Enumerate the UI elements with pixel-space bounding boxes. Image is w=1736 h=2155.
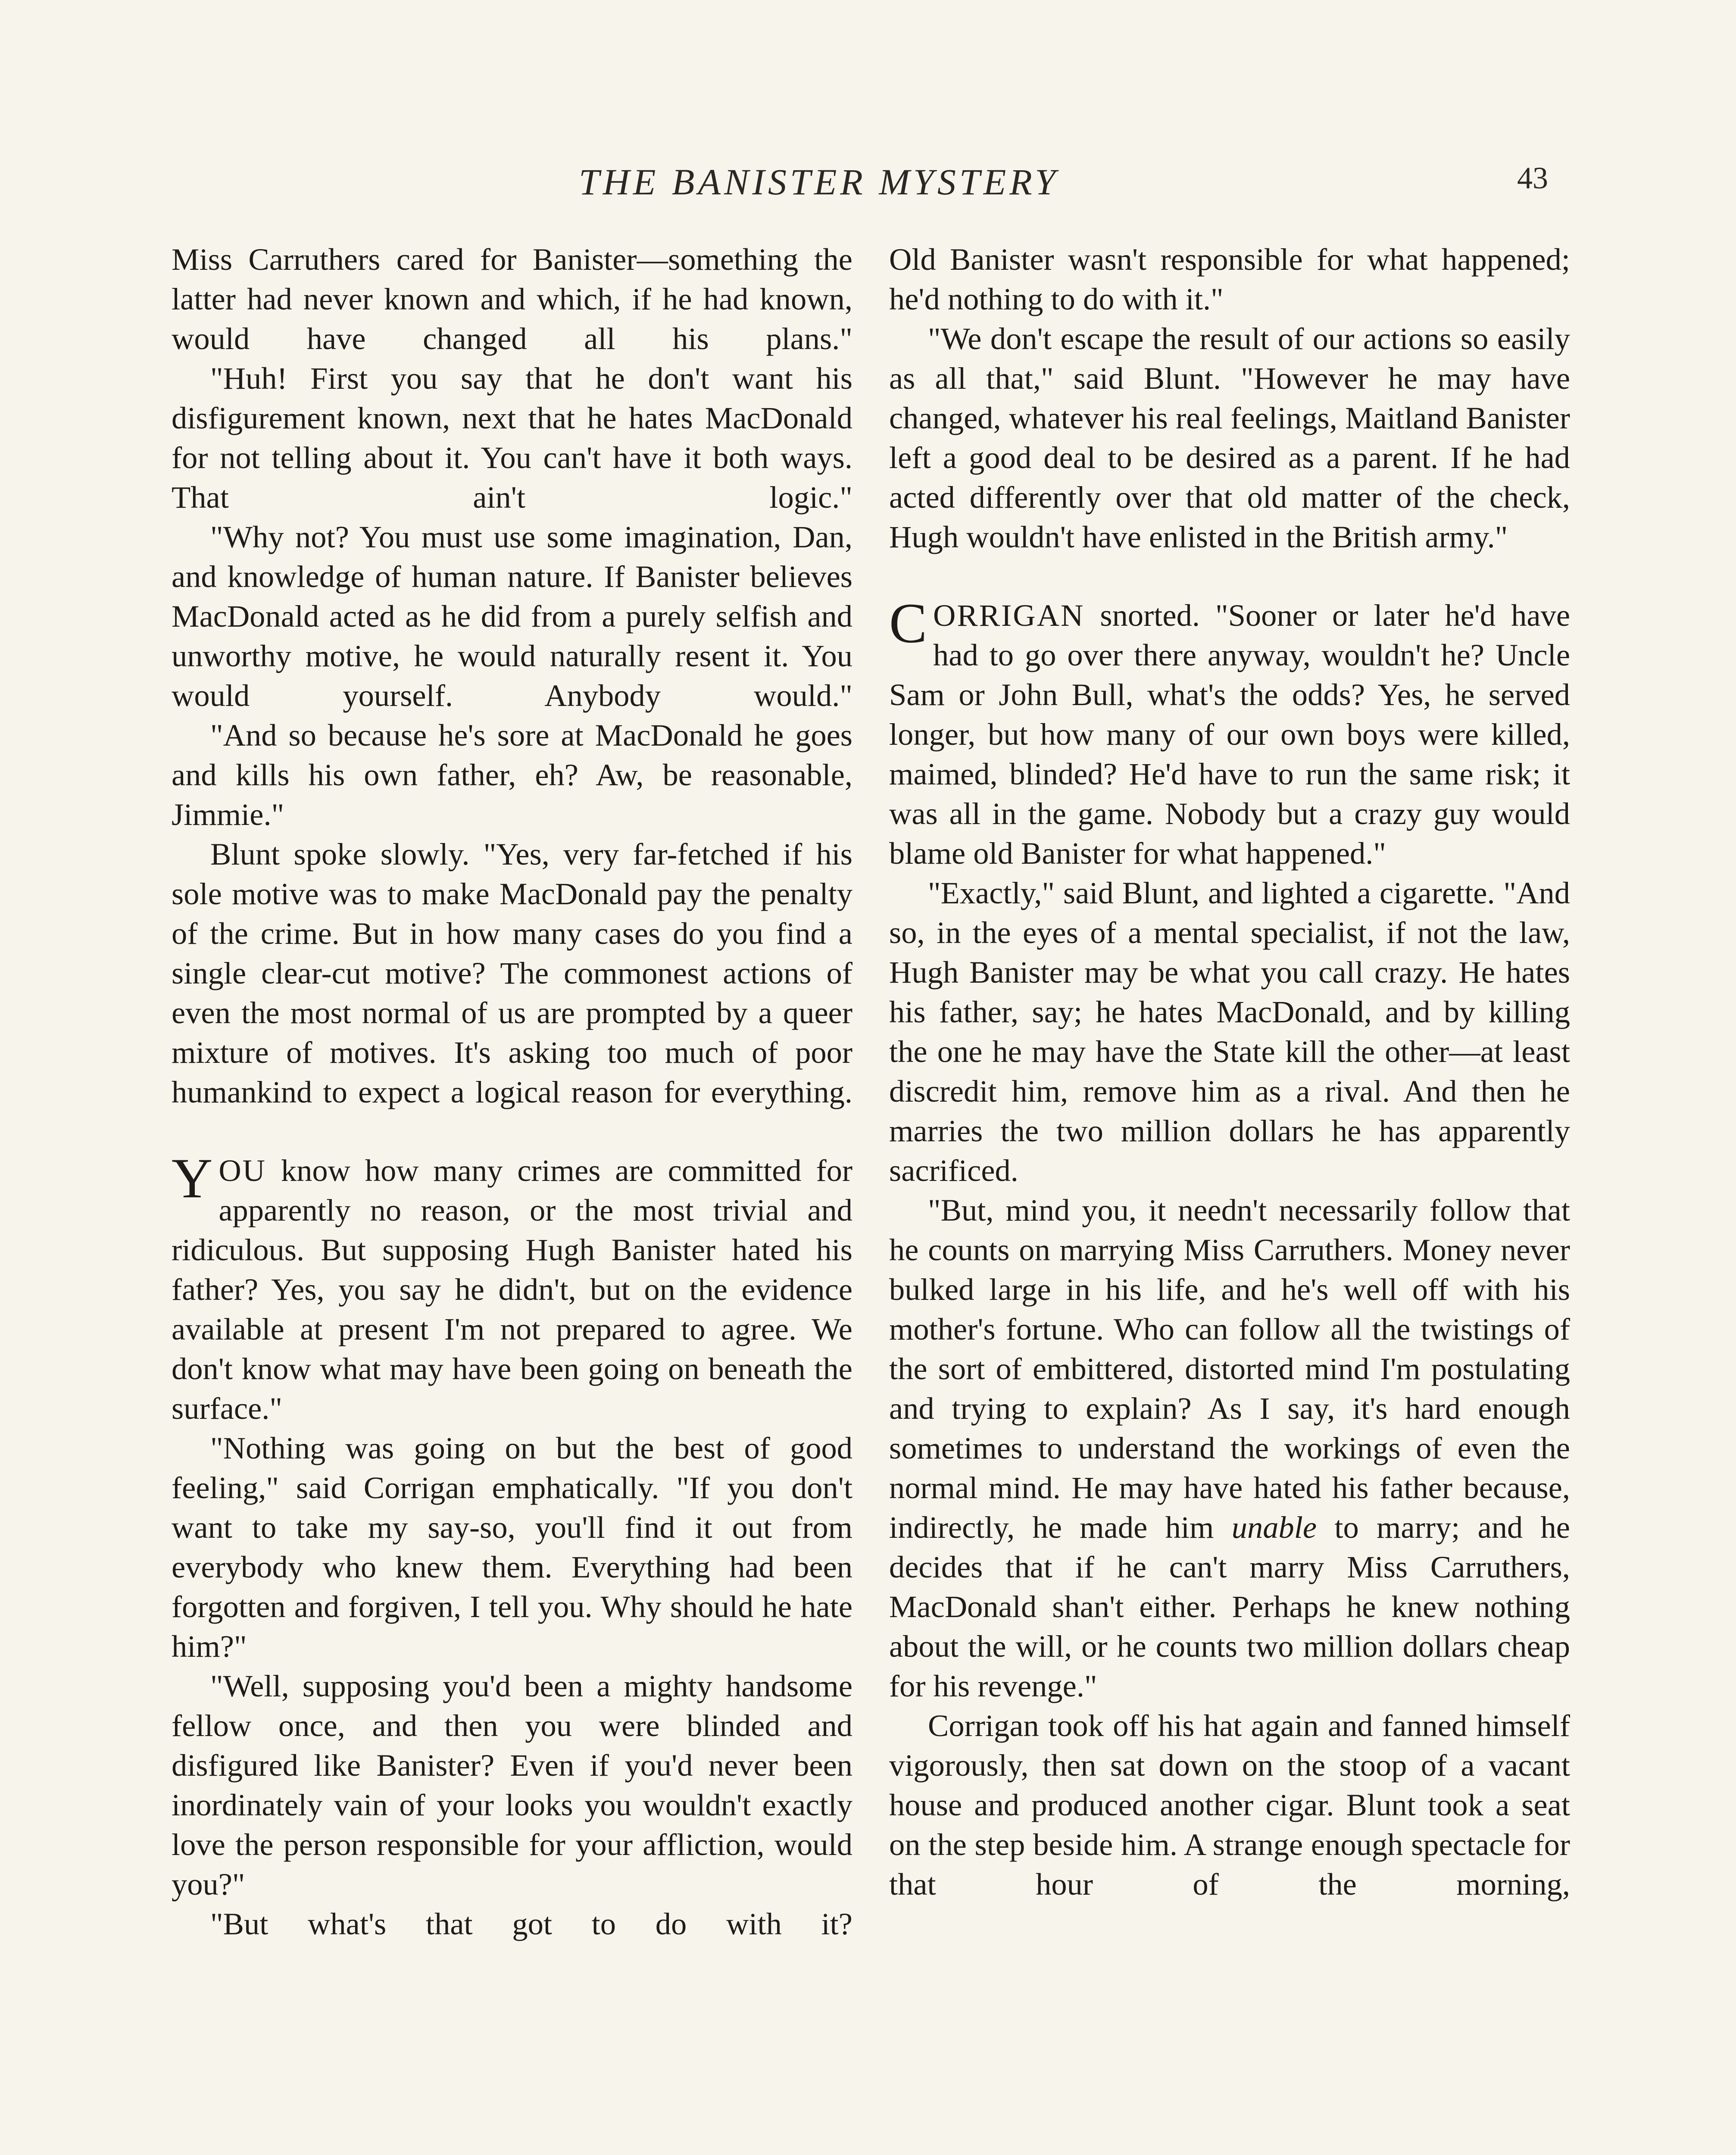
paragraph-text: to marry; and he decides that if he can't marry Miss Carruthers, MacDonald shan't either. Perhaps he knew nothing about the will, or he counts two million dollars cheap for his revenge.": [889, 1510, 1570, 1703]
section-break: [889, 557, 1570, 596]
paragraph: Old Banister wasn't responsible for what happened; he'd nothing to do with it.": [889, 242, 1570, 316]
left-column: [172, 240, 852, 1944]
paragraph-text: "But, mind you, it needn't necessarily follow that he counts on marrying Miss Carruthers. Money never bulked large in his life, and he's well off with his mother's fortune. Who can follow all the twistings of the sort of embittered, distorted mind I'm postulating and trying to explain? As I say, it's hard enough sometimes to understand the workings of even the normal mind. He may have hated his father because, indirectly, he made him: [889, 1193, 1570, 1545]
paragraph: "Why not? You must use some imagination, Dan, and knowledge of human nature. If Banister believes MacDonald acted as he did from a purely selfish and unworthy motive, he would naturally resent it. You would yourself. Anybody would.": [172, 519, 852, 713]
drop-cap: C: [889, 591, 927, 655]
right-column: [889, 240, 1570, 1904]
paragraph: "And so because he's sore at MacDonald he goes and kills his own father, eh? Aw, be reasonable, Jimmie.": [172, 718, 852, 832]
paragraph: "Well, supposing you'd been a mighty handsome fellow once, and then you were blinded and disfigured like Banister? Even if you'd never been inordinately vain of your looks you wouldn't exactly love the person responsible for your affliction, would you?": [172, 1668, 852, 1902]
paragraph: Miss Carruthers cared for Banister—something the latter had never known and which, if he had known, would have changed all his plans.": [172, 242, 852, 356]
running-head: [0, 160, 1736, 212]
paragraph: Corrigan took off his hat again and fanned himself vigorously, then sat down on the stoop of a vacant house and produced another cigar. Blunt took a seat on the step beside him. A strange enough spectacle for that hour of the morning,: [889, 1708, 1570, 1902]
paragraph-text: know how many crimes are committed for apparently no reason, or the most trivial and ridiculous. But supposing Hugh Banister hated his father? Yes, you say he didn't, but on the evidence available at present I'm not prepared to agree. We don't know what may have been going on beneath the surface.": [172, 1153, 852, 1426]
paragraph: "Exactly," said Blunt, and lighted a cigarette. "And so, in the eyes of a mental specialist, if not the law, Hugh Banister may be what you call crazy. He hates his father, say; he hates MacDonald, and by killing the one he may have the State kill the other—at least discredit him, remove him as a rival. And then he marries the two million dollars he has apparently sacrificed.: [889, 875, 1570, 1188]
paragraph-with-dropcap: [889, 591, 1570, 873]
drop-cap: Y: [172, 1146, 213, 1210]
paragraph-with-dropcap: [172, 1146, 852, 1428]
paragraph: [889, 1190, 1570, 1706]
small-caps-lead: OU: [219, 1153, 267, 1188]
paragraph: "Nothing was going on but the best of good feeling," said Corrigan emphatically. "If you don't want to take my say-so, you'll find it out from everybody who knew them. Everything had been forgotten and forgiven, I tell you. Why should he hate him?": [172, 1430, 852, 1664]
paragraph: "Huh! First you say that he don't want his disfigurement known, next that he hates MacDonald for not telling about it. You can't have it both ways. That ain't logic.": [172, 361, 852, 515]
paragraph-text: snorted. "Sooner or later he'd have had to go over there anyway, wouldn't he? Uncle Sam or John Bull, what's the odds? Yes, he served longer, but how many of our own boys were killed, maimed, blinded? He'd have to run the same risk; it was all in the game. Nobody but a crazy guy would blame old Banister for what happened.": [889, 598, 1570, 871]
small-caps-lead: ORRIGAN: [933, 598, 1085, 633]
paragraph: Blunt spoke slowly. "Yes, very far-fetched if his sole motive was to make MacDonald pay the penalty of the crime. But in how many cases do you find a single clear-cut motive? The commonest actions of even the most normal of us are prompted by a queer mixture of motives. It's asking too much of poor humankind to expect a logical reason for everything.: [172, 837, 852, 1109]
paragraph: "But what's that got to do with it?: [210, 1906, 852, 1941]
emphasis-text: unable: [1231, 1510, 1317, 1545]
section-break: [172, 1112, 852, 1151]
page-number: 43: [1517, 161, 1548, 195]
running-title: THE BANISTER MYSTERY: [578, 161, 1059, 203]
paragraph: "We don't escape the result of our actions so easily as all that," said Blunt. "However he may have changed, whatever his real feelings, Maitland Banister left a good deal to be desired as a parent. If he had acted differently over that old matter of the check, Hugh wouldn't have enlisted in the British army.": [889, 321, 1570, 554]
